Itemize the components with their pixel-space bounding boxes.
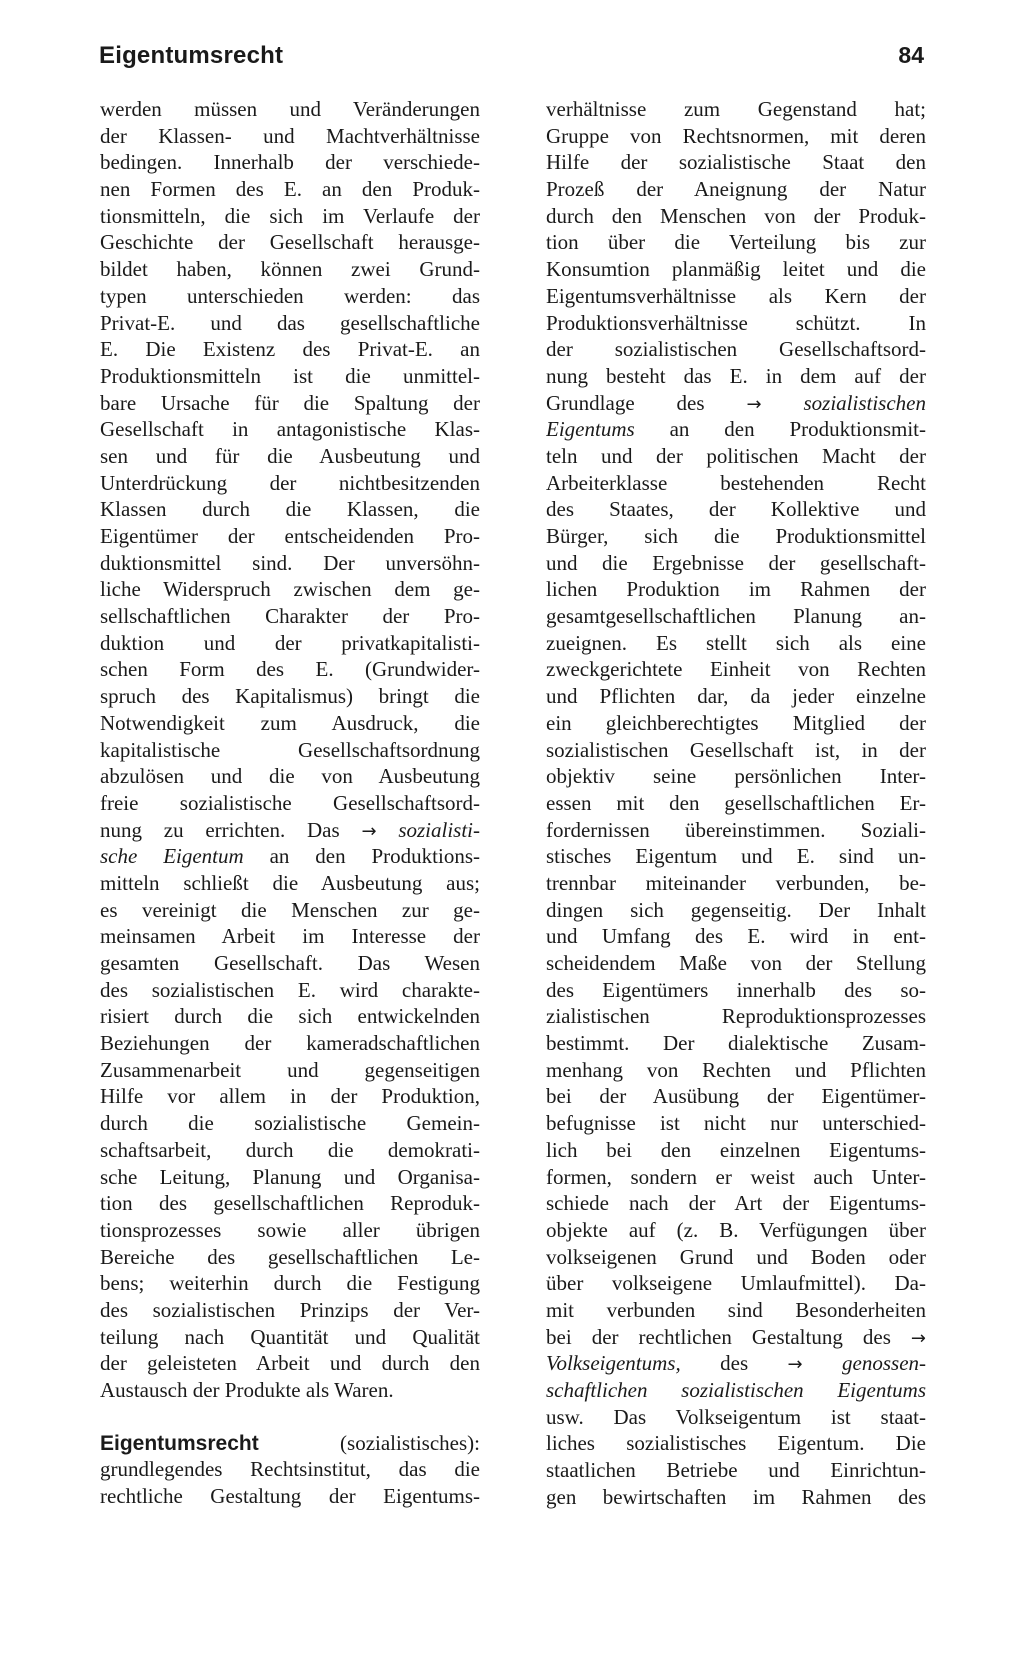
text-line: gesamten Gesellschaft. Das Wesen: [100, 951, 480, 975]
text-line: Austausch der Produkte als Waren.: [100, 1378, 394, 1402]
text-line: Gruppe von Rechtsnormen, mit deren: [546, 123, 926, 148]
text-line: dingen sich gegenseitig. Der Inhalt: [546, 897, 926, 922]
text-line: des Staates, der Kollektive und: [546, 497, 926, 522]
text-line: sen und für die Ausbeutung und: [100, 443, 480, 468]
text-line: ein gleichberechtigtes Mitglied der: [546, 710, 926, 735]
text-line: duktion und der privatkapitalisti-: [100, 630, 480, 655]
text-line: und Umfang des E. wird in ent-: [546, 924, 926, 949]
text-line: schiede nach der Art der Eigentums-: [546, 1191, 926, 1216]
text-line: bildet haben, können zwei Grund-: [100, 257, 480, 282]
entry-heading-line: [100, 1430, 480, 1457]
text-line: objektiv seine persönlichen Inter-: [546, 764, 926, 789]
entry-headword: Eigentumsrecht: [100, 1431, 259, 1455]
text-line: nen Formen des E. an den Produk-: [100, 177, 480, 202]
text-line: Arbeiterklasse bestehenden Recht: [546, 470, 926, 495]
text-line: scheidendem Maße von der Stellung: [546, 951, 926, 975]
text-line: rechtliche Gestaltung der Eigentums-: [100, 1484, 480, 1509]
text-line: teln und der politischen Macht der: [546, 443, 926, 468]
text-fragment: nung zu errichten. Das: [100, 817, 340, 842]
text-line: grundlegendes Rechtsinstitut, das die: [100, 1457, 480, 1482]
text-line: Eigentümer der entscheidenden Pro-: [100, 524, 480, 548]
text-line: durch den Menschen von der Produk-: [546, 203, 926, 228]
text-line: über volkseigene Umlaufmittel). Da-: [546, 1271, 926, 1296]
text-fragment: an den Produktions-: [269, 844, 480, 869]
text-line: objekte auf (z. B. Verfügungen über: [546, 1217, 926, 1242]
text-line-with-crossref: [100, 843, 480, 870]
text-line: freie sozialistische Gesellschaftsord-: [100, 790, 480, 815]
text-fragment: bei der rechtlichen Gestaltung des: [546, 1324, 891, 1349]
text-line: abzulösen und die von Ausbeutung: [100, 764, 480, 789]
text-line: Beziehungen der kameradschaftlichen: [100, 1031, 480, 1056]
text-line: es vereinigt die Menschen zur ge-: [100, 897, 480, 922]
text-fragment: des: [720, 1351, 749, 1376]
text-line-with-crossref: [546, 416, 926, 443]
text-line: Klassen durch die Klassen, die: [100, 497, 480, 522]
text-line: Produktionsmitteln ist die unmittel-: [100, 363, 480, 388]
left-column: [100, 96, 480, 1510]
text-line: gen bewirtschaften im Rahmen des: [546, 1484, 926, 1509]
text-line: des sozialistischen E. wird charakte-: [100, 977, 480, 1002]
cross-reference-link[interactable]: Volkseigentums,: [546, 1351, 681, 1376]
text-line: duktionsmittel sind. Der unversöhn-: [100, 550, 480, 575]
text-line: Privat-E. und das gesellschaftliche: [100, 310, 480, 335]
text-line: des Eigentümers innerhalb des so-: [546, 977, 926, 1002]
text-line: zialistischen Reproduktionsprozesses: [546, 1004, 926, 1029]
page-number: 84: [898, 42, 924, 68]
arrow-icon: →: [361, 820, 377, 842]
text-line: meinsamen Arbeit im Interesse der: [100, 924, 480, 949]
text-line: sche Leitung, Planung und Organisa-: [100, 1164, 480, 1189]
text-line: befugnisse ist nicht nur unterschied-: [546, 1111, 926, 1136]
cross-reference-link[interactable]: schaftlichen sozialistischen Eigentums: [546, 1378, 926, 1402]
text-line: Gesellschaft in antagonistische Klas-: [100, 417, 480, 442]
text-line-with-crossref: [100, 817, 480, 844]
text-line: Hilfe vor allem in der Produktion,: [100, 1084, 480, 1109]
text-line: lichen Produktion im Rahmen der: [546, 577, 926, 602]
text-line: liche Widerspruch zwischen dem ge-: [100, 577, 480, 602]
text-line: Notwendigkeit zum Ausdruck, die: [100, 710, 480, 735]
text-line: bare Ursache für die Spaltung der: [100, 390, 480, 415]
text-line: der sozialistischen Gesellschaftsord-: [546, 337, 926, 362]
cross-reference-link[interactable]: Eigentums: [546, 417, 635, 442]
text-line: Bereiche des gesellschaftlichen Le-: [100, 1244, 480, 1269]
arrow-icon: →: [787, 1354, 803, 1376]
text-line: Geschichte der Gesellschaft herausge-: [100, 230, 480, 255]
text-line-with-crossref: [546, 390, 926, 417]
text-line: durch die sozialistische Gemein-: [100, 1111, 480, 1136]
text-line: und Pflichten dar, da jeder einzelne: [546, 684, 926, 709]
running-head-title: Eigentumsrecht: [99, 42, 284, 69]
text-line: gesamtgesellschaftlichen Planung an-: [546, 604, 926, 629]
text-line: lich bei den einzelnen Eigentums-: [546, 1137, 926, 1162]
text-line: zueignen. Es stellt sich als eine: [546, 630, 926, 655]
text-line: der Klassen- und Machtverhältnisse: [100, 123, 480, 148]
text-line: zweckgerichtete Einheit von Rechten: [546, 657, 926, 682]
text-line: schen Form des E. (Grundwider-: [100, 657, 480, 682]
cross-reference-link[interactable]: genossen-: [842, 1351, 926, 1376]
text-line: spruch des Kapitalismus) bringt die: [100, 684, 480, 709]
text-line: risiert durch die sich entwickelnden: [100, 1004, 480, 1029]
text-line: essen mit den gesellschaftlichen Er-: [546, 790, 926, 815]
text-line-with-crossref: [546, 1324, 926, 1351]
text-line: tion des gesellschaftlichen Reproduk-: [100, 1191, 480, 1216]
cross-reference-link[interactable]: sozialisti-: [398, 817, 480, 842]
text-line: fordernissen übereinstimmen. Soziali-: [546, 817, 926, 842]
text-line-with-crossref: [546, 1350, 926, 1377]
entry-spacer: [100, 1404, 480, 1430]
text-line: sellschaftlichen Charakter der Pro-: [100, 604, 480, 629]
text-line: teilung nach Quantität und Qualität: [100, 1324, 480, 1349]
text-line: bei der Ausübung der Eigentümer-: [546, 1084, 926, 1109]
text-line: kapitalistische Gesellschaftsordnung: [100, 737, 480, 762]
text-line: Konsumtion planmäßig leitet und die: [546, 257, 926, 282]
text-line: volkseigenen Grund und Boden oder: [546, 1244, 926, 1269]
text-line: Eigentumsverhältnisse als Kern der: [546, 283, 926, 308]
text-line: nung besteht das E. in dem auf der: [546, 363, 926, 388]
text-line: verhältnisse zum Gegenstand hat;: [546, 97, 926, 121]
text-line: tionsprozesses sowie aller übrigen: [100, 1217, 480, 1242]
text-line: Zusammenarbeit und gegenseitigen: [100, 1057, 480, 1082]
text-line: der geleisteten Arbeit und durch den: [100, 1351, 480, 1376]
arrow-icon: →: [910, 1327, 926, 1349]
text-line: des sozialistischen Prinzips der Ver-: [100, 1297, 480, 1322]
text-line: liches sozialistisches Eigentum. Die: [546, 1431, 926, 1456]
text-line: bens; weiterhin durch die Festigung: [100, 1271, 480, 1296]
arrow-icon: →: [746, 393, 762, 415]
text-line: menhang von Rechten und Pflichten: [546, 1057, 926, 1082]
text-line: Hilfe der sozialistische Staat den: [546, 150, 926, 175]
text-line: mit verbunden sind Besonderheiten: [546, 1297, 926, 1322]
text-line: trennbar miteinander verbunden, be-: [546, 870, 926, 895]
text-line: Produktionsverhältnisse schützt. In: [546, 310, 926, 335]
text-line: tionsmitteln, die sich im Verlaufe der: [100, 203, 480, 228]
text-line: typen unterschieden werden: das: [100, 283, 480, 308]
text-line: usw. Das Volkseigentum ist staat-: [546, 1404, 926, 1429]
cross-reference-link[interactable]: sche Eigentum: [100, 844, 244, 869]
text-line: bedingen. Innerhalb der verschiede-: [100, 150, 480, 175]
text-line: tion über die Verteilung bis zur: [546, 230, 926, 255]
text-line: bestimmt. Der dialektische Zusam-: [546, 1031, 926, 1056]
text-line: stisches Eigentum und E. sind un-: [546, 844, 926, 869]
text-line: Prozeß der Aneignung der Natur: [546, 177, 926, 202]
text-line: mitteln schließt die Ausbeutung aus;: [100, 870, 480, 895]
text-line: schaftsarbeit, durch die demokrati-: [100, 1137, 480, 1162]
right-column: [546, 96, 926, 1510]
text-line: werden müssen und Veränderungen: [100, 97, 480, 121]
text-line: Bürger, sich die Produktionsmittel: [546, 524, 926, 548]
text-fragment: an den Produktionsmit-: [669, 417, 926, 442]
text-line: und die Ergebnisse der gesellschaft-: [546, 550, 926, 575]
text-line: sozialistischen Gesellschaft ist, in der: [546, 737, 926, 762]
text-line: E. Die Existenz des Privat-E. an: [100, 337, 480, 362]
cross-reference-link[interactable]: sozialistischen: [803, 390, 926, 415]
text-line: Unterdrückung der nichtbesitzenden: [100, 470, 480, 495]
text-line: formen, sondern er weist auch Unter-: [546, 1164, 926, 1189]
text-line: staatlichen Betriebe und Einrichtun-: [546, 1458, 926, 1483]
text-fragment: Grundlage des: [546, 390, 705, 415]
entry-qualifier: (sozialistisches):: [340, 1430, 480, 1455]
